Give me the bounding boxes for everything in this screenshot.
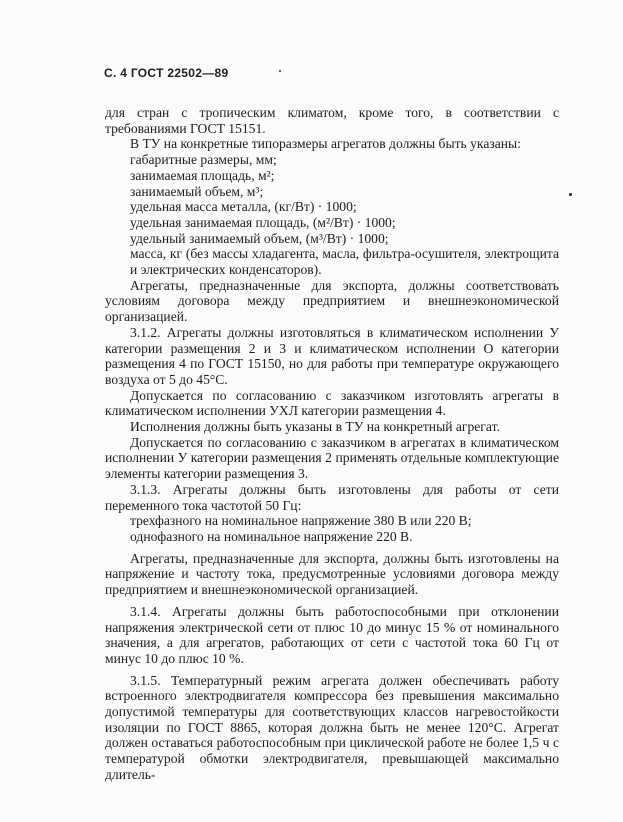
page-header: С. 4 ГОСТ 22502—89: [104, 66, 229, 80]
list-item: удельная занимаемая площадь, (м²/Вт) · 1000;: [130, 214, 396, 230]
paragraph: 3.1.5. Температурный режим агрегата должен обеспечивать работу встроенного электродвигателя компрессора без превышения максимально допустимой температуры для соответствующих классов нагревостойкости изоляции по ГОСТ 8865, которая должна быть не менее 120°С. Агрегат должен оставаться работоспособным при циклической работе не более 1,5 ч с температурой обмотки электродвигателя, превышающей максимально длитель-: [105, 672, 559, 782]
speck-mark: [279, 70, 281, 72]
list-item: масса, кг (без массы хладагента, масла, фильтра-осушителя, электрощита и электрических конденсаторов).: [130, 246, 559, 278]
list-item: удельная масса металла, (кг/Вт) · 1000;: [130, 199, 357, 215]
list-item: удельный занимаемый объем, (м³/Вт) · 1000;: [130, 230, 389, 246]
speck-mark: [569, 193, 572, 196]
paragraph: Допускается по согласованию с заказчиком в агрегатах в климатическом исполнении У категории размещения 2 применять отдельные комплектующие элементы категории размещения 3.: [105, 434, 559, 482]
list-item: трехфазного на номинальное напряжение 380 В или 220 В;: [130, 513, 472, 529]
list-item: занимаемый объем, м³;: [130, 183, 264, 199]
paragraph: 3.1.3. Агрегаты должны быть изготовлены для работы от сети переменного тока частотой 50 Гц:: [105, 481, 559, 513]
paragraph: Агрегаты, предназначенные для экспорта, должны соответствовать условиям договора между предприятием и внешнеэкономической организацией.: [105, 277, 559, 325]
list-item: габаритные размеры, мм;: [130, 152, 277, 168]
paragraph: Исполнения должны быть указаны в ТУ на конкретный агрегат.: [130, 419, 500, 435]
list-item: занимаемая площадь, м²;: [130, 167, 275, 183]
document-body: [105, 105, 559, 783]
paragraph: 3.1.2. Агрегаты должны изготовляться в климатическом исполнении У категории размещения 2 и 3 и климатическом исполнении О категории размещения 4 по ГОСТ 15150, но для работы при температуре окружающего воздуха от 5 до 45°С.: [105, 324, 559, 387]
paragraph: Агрегаты, предназначенные для экспорта, должны быть изготовлены на напряжение и частоту тока, предусмотренные условиями договора между предприятием и внешнеэкономической организацией.: [105, 550, 559, 598]
list-item: однофазного на номинальное напряжение 220 В.: [130, 528, 413, 544]
paragraph: 3.1.4. Агрегаты должны быть работоспособными при отклонении напряжения электрической сети от плюс 10 до минус 15 % от номинального значения, а для агрегатов, работающих от сети с частотой тока 60 Гц от минус 10 до плюс 10 %.: [105, 603, 559, 666]
paragraph: Допускается по согласованию с заказчиком изготовлять агрегаты в климатическом исполнении УХЛ категории размещения 4.: [105, 387, 559, 419]
paragraph: В ТУ на конкретные типоразмеры агрегатов должны быть указаны:: [130, 136, 521, 152]
paragraph: для стран с тропическим климатом, кроме того, в соответствии с требованиями ГОСТ 15151.: [105, 105, 559, 136]
